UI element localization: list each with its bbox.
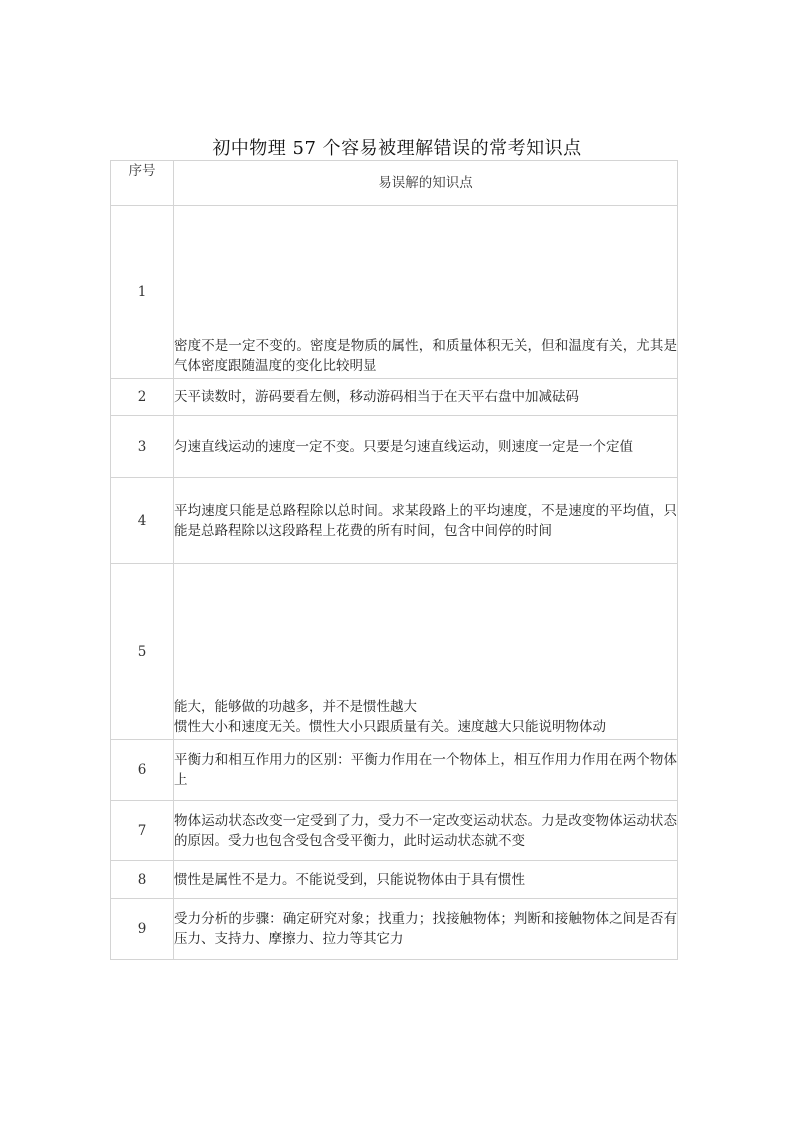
row-number: 9: [111, 899, 174, 960]
row-text: 平均速度只能是总路程除以总时间。求某段路上的平均速度，不是速度的平均值，只能是总路程除以这段路程上花费的所有时间，包含中间停的时间: [174, 478, 678, 564]
row-number: 4: [111, 478, 174, 564]
column-header-knowledge-point: 易误解的知识点: [174, 161, 678, 206]
table-row: [111, 740, 678, 801]
row-text: 密度不是一定不变的。密度是物质的属性，和质量体积无关，但和温度有关，尤其是气体密度跟随温度的变化比较明显: [174, 206, 678, 379]
row-text: 平衡力和相互作用力的区别：平衡力作用在一个物体上，相互作用力作用在两个物体上: [174, 740, 678, 801]
table-row: [111, 899, 678, 960]
row-text: [174, 564, 678, 740]
table-row: [111, 861, 678, 899]
row-text: 受力分析的步骤：确定研究对象；找重力；找接触物体；判断和接触物体之间是否有压力、支持力、摩擦力、拉力等其它力: [174, 899, 678, 960]
row-number: 8: [111, 861, 174, 899]
page-title: 初中物理 57 个容易被理解错误的常考知识点: [212, 138, 582, 159]
table-row: [111, 801, 678, 861]
table-row: [111, 206, 678, 379]
table-row: [111, 478, 678, 564]
row-number: 2: [111, 379, 174, 416]
row-text: 物体运动状态改变一定受到了力，受力不一定改变运动状态。力是改变物体运动状态的原因。受力也包含受包含受平衡力，此时运动状态就不变: [174, 801, 678, 861]
row-number: 5: [111, 564, 174, 740]
table-header-row: [111, 161, 678, 206]
row-number: 3: [111, 416, 174, 478]
row-number: 6: [111, 740, 174, 801]
table-row: [111, 564, 678, 740]
table-row: [111, 416, 678, 478]
row-text: 惯性是属性不是力。不能说受到，只能说物体由于具有惯性: [174, 861, 678, 899]
row-number: 1: [111, 206, 174, 379]
row-text-line-1: 能大，能够做的功越多，并不是惯性越大: [174, 699, 417, 715]
row-text-line-2: 惯性大小和速度无关。惯性大小只跟质量有关。速度越大只能说明物体动: [174, 719, 606, 735]
row-number: 7: [111, 801, 174, 861]
knowledge-points-table: [110, 160, 678, 960]
column-header-number: 序号: [111, 161, 174, 206]
row-text: 天平读数时，游码要看左侧，移动游码相当于在天平右盘中加减砝码: [174, 379, 678, 416]
row-text: 匀速直线运动的速度一定不变。只要是匀速直线运动，则速度一定是一个定值: [174, 416, 678, 478]
table-row: [111, 379, 678, 416]
